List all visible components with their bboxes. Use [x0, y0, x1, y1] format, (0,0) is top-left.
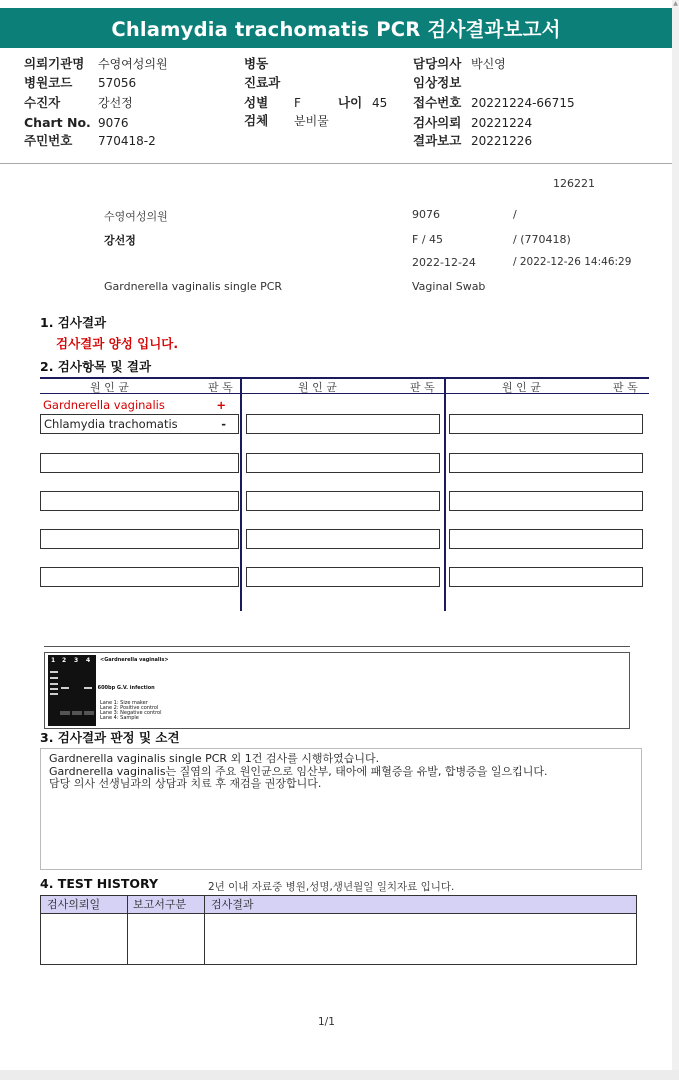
info-sex-age: F / 45 — [412, 233, 444, 246]
gel-band — [50, 683, 58, 685]
report-date-label: 결과보고 — [413, 133, 462, 148]
page-number: 1/1 — [318, 1016, 335, 1028]
result-cell-empty — [449, 567, 643, 587]
gel-band — [72, 711, 82, 715]
col-pathogen-2: 원 인 균 — [298, 381, 337, 394]
gel-lane-number: 1 — [51, 657, 56, 664]
result-cell-empty — [40, 491, 239, 511]
info-institution: 수영여성의원 — [104, 210, 168, 223]
findings-box — [40, 748, 642, 870]
gel-lane-number: 3 — [74, 657, 79, 664]
info-birth: / (770418) — [513, 233, 571, 246]
finding-line: Gardnerella vaginalis single PCR 외 1건 검사를 시행하였습니다. — [49, 752, 380, 765]
gel-title: <Gardnerella vaginalis> — [100, 657, 169, 663]
results-grid-header-border — [40, 393, 649, 394]
gel-electrophoresis-image — [48, 655, 96, 726]
result-cell-empty — [246, 491, 440, 511]
chart-no-label: Chart No. — [24, 115, 91, 130]
header-divider — [0, 163, 672, 164]
result-cell-empty — [449, 491, 643, 511]
report-date-value: 20221226 — [471, 134, 533, 148]
history-table-header — [41, 896, 636, 914]
info-date-received: 2022-12-24 — [412, 256, 476, 269]
info-specimen-type: Vaginal Swab — [412, 280, 486, 293]
section1-heading: 1. 검사결과 — [40, 315, 107, 330]
horizontal-scrollbar[interactable] — [0, 1070, 679, 1080]
info-patient: 강선정 — [104, 234, 136, 247]
section2-heading: 2. 검사항목 및 결과 — [40, 359, 152, 374]
results-grid-top-border — [40, 377, 649, 379]
request-date-label: 검사의뢰 — [413, 115, 462, 130]
reception-no-value: 20221224-66715 — [471, 96, 575, 110]
positive-result-text: 검사결과 양성 입니다. — [56, 336, 179, 351]
gel-band — [50, 671, 58, 673]
institution-value: 수영여성의원 — [98, 57, 168, 71]
result-mark: + — [216, 398, 226, 412]
report-code: 126221 — [553, 177, 595, 190]
sex-value: F — [294, 96, 301, 110]
results-grid-divider-2 — [444, 377, 446, 611]
clinical-info-label: 임상정보 — [413, 75, 462, 90]
age-value: 45 — [372, 96, 388, 110]
result-cell-empty — [246, 414, 440, 434]
history-col-report-type: 보고서구분 — [133, 898, 187, 911]
result-pathogen-name: Gardnerella vaginalis — [43, 398, 165, 412]
history-table — [40, 895, 637, 965]
gel-band — [60, 711, 70, 715]
gel-band — [50, 677, 58, 679]
section3-heading: 3. 검사결과 판정 및 소견 — [40, 730, 180, 745]
department-label: 진료과 — [244, 75, 281, 90]
gel-band-label-text: 600bp G.V. infection — [97, 685, 155, 691]
info-test-name: Gardnerella vaginalis single PCR — [104, 280, 283, 293]
patient-label: 수진자 — [24, 95, 61, 110]
info-chart-no: 9076 — [412, 208, 440, 221]
request-date-value: 20221224 — [471, 116, 533, 130]
specimen-value: 분비물 — [294, 114, 329, 128]
section4-heading: 4. TEST HISTORY — [40, 876, 159, 891]
finding-line: 담당 의사 선생님과의 상담과 치료 후 재검을 권장합니다. — [49, 777, 322, 790]
gel-band — [84, 711, 94, 715]
hospital-code-label: 병원코드 — [24, 75, 73, 90]
doctor-value: 박신영 — [471, 57, 506, 71]
gel-lane-number: 2 — [62, 657, 67, 664]
finding-line: Gardnerella vaginalis는 질염의 주요 원인균으로 임산부, 태아에 패혈증을 유발, 합병증을 일으킵니다. — [49, 764, 548, 778]
reception-no-label: 접수번호 — [413, 95, 462, 110]
result-row-gardnerella — [40, 396, 238, 416]
info-slash: / — [513, 208, 517, 221]
resident-no-label: 주민번호 — [24, 133, 73, 148]
history-col-result: 검사결과 — [211, 898, 254, 911]
results-grid-divider-1 — [240, 377, 242, 611]
institution-label: 의뢰기관명 — [24, 56, 85, 71]
doctor-label: 담당의사 — [413, 56, 462, 71]
resident-no-value: 770418-2 — [98, 134, 156, 148]
col-judgement-1: 판 독 — [208, 381, 233, 394]
info-date-reported: / 2022-12-26 14:46:29 — [513, 256, 632, 268]
col-pathogen-1: 원 인 균 — [90, 381, 129, 394]
result-cell-empty — [449, 529, 643, 549]
result-cell-empty — [40, 453, 239, 473]
result-row-chlamydia — [40, 414, 239, 434]
age-label: 나이 — [338, 95, 363, 110]
col-judgement-3: 판 독 — [613, 381, 638, 394]
report-title: Chlamydia trachomatis PCR 검사결과보고서 — [0, 8, 672, 48]
history-note: 2년 이내 자료중 병원,성명,생년월일 일치자료 입니다. — [208, 881, 455, 893]
gel-band — [84, 687, 92, 689]
patient-value: 강선정 — [98, 96, 133, 110]
history-col-divider — [204, 896, 205, 964]
result-cell-empty — [246, 529, 440, 549]
sex-label: 성별 — [244, 95, 269, 110]
result-pathogen-name: Chlamydia trachomatis — [44, 417, 178, 431]
result-cell-empty — [40, 567, 239, 587]
gel-lane-desc: Lane 4: Sample — [100, 715, 139, 721]
result-cell-empty — [246, 453, 440, 473]
gel-band — [61, 687, 69, 689]
gel-lane-desc: Lane 3: Negative control — [100, 710, 162, 716]
result-cell-empty — [449, 453, 643, 473]
ward-label: 병동 — [244, 56, 269, 71]
gel-lane-desc: Lane 2: Positive control — [100, 705, 159, 711]
result-cell-empty — [246, 567, 440, 587]
gel-lane-desc: Lane 1: Size maker — [100, 700, 148, 706]
vertical-scrollbar[interactable] — [672, 0, 679, 1080]
gel-band-label: ◀ 600bp G.V. infection — [92, 685, 155, 691]
result-mark: - — [221, 417, 226, 431]
gel-top-rule — [44, 646, 630, 647]
chart-no-value: 9076 — [98, 116, 129, 130]
history-col-divider — [127, 896, 128, 964]
hospital-code-value: 57056 — [98, 76, 137, 90]
history-col-request-date: 검사의뢰일 — [47, 898, 101, 911]
gel-band — [50, 693, 58, 695]
result-cell-empty — [40, 529, 239, 549]
col-pathogen-3: 원 인 균 — [502, 381, 541, 394]
col-judgement-2: 판 독 — [410, 381, 435, 394]
gel-lane-number: 4 — [86, 657, 91, 664]
scroll-up-arrow-icon[interactable]: ▲ — [673, 0, 678, 7]
result-cell-empty — [449, 414, 643, 434]
specimen-label: 검체 — [244, 113, 269, 128]
gel-band — [50, 688, 58, 690]
